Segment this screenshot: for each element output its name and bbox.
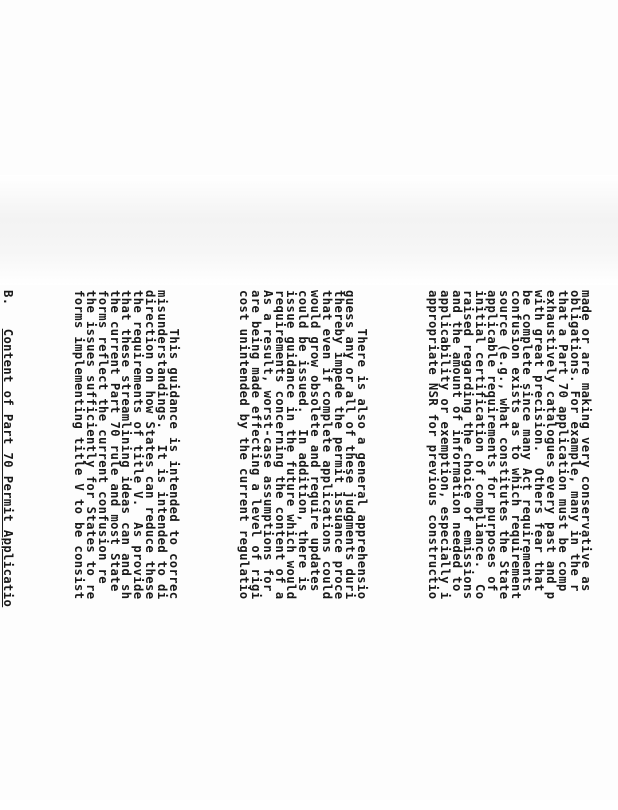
text-line: As a result, worst-case assumptions for <box>260 290 275 592</box>
text-line: source (e.g., what constitutes the State <box>496 290 511 600</box>
text-line: the issues sufficiently for States to re <box>83 290 98 600</box>
text-line: misunderstandings. It is intended to di <box>154 290 169 600</box>
text-line: exhaustively catalogues every past and p <box>544 290 559 600</box>
text-line: forms reflect the current confusion re <box>95 290 110 585</box>
text-line: would grow obsolete and require updates <box>308 290 323 592</box>
text-line: that these streamlining ideas can and sh <box>119 290 134 600</box>
text-line: and the amount of information needed to <box>449 290 464 592</box>
text-line: thereby impede the permit issuance proce <box>331 290 346 600</box>
text-line: raised regarding the choice of emissions <box>461 290 476 600</box>
paragraph-3 <box>72 290 181 810</box>
text-line: There is also a general apprehensio <box>355 290 370 600</box>
section-title: Content of Part 70 Permit Applicatio <box>1 328 16 608</box>
text-line: that even if complete applications could <box>319 290 334 600</box>
text-line: initial certification of compliance. Co <box>473 290 488 600</box>
text-line: that a Part 70 application must be comp <box>555 290 570 592</box>
text-line: guess any or all of these judgments duri <box>343 290 358 600</box>
text-line: appropriate NSR for previous constructio <box>426 290 441 600</box>
text-line: made or are making very conservative as <box>579 290 594 592</box>
text-line: confusion exists as to which requirement <box>508 290 523 600</box>
section-label: B. <box>1 290 16 306</box>
rotated-text-block <box>1 290 605 795</box>
text-line: be complete since many Act requirements <box>520 290 535 592</box>
text-line: are being made effecting a level of rigi <box>249 290 264 600</box>
text-line: forms implementing title V to be consist <box>72 290 87 600</box>
text-line: direction on how States can reduce these <box>142 290 157 600</box>
paragraph-1 <box>426 290 594 810</box>
text-line: the current Part 70 rule and most State <box>107 290 122 592</box>
text-line: applicability or exemption, especially i <box>437 290 452 600</box>
section-heading <box>2 290 14 810</box>
text-line: issue guidance in the future which would <box>284 290 299 600</box>
rotated-text-content <box>0 290 615 810</box>
text-line: requirements concerning the content of a <box>272 290 287 600</box>
text-line: This guidance is intended to correc <box>166 290 181 600</box>
paragraph-2 <box>238 290 368 810</box>
text-line: the requirements of title V. As provide <box>131 290 146 600</box>
text-line: applicable requirements for purposes of <box>485 290 500 592</box>
text-line: could be issued. In addition, there is <box>296 290 311 592</box>
scan-shadow-band <box>0 175 618 285</box>
text-line: obligations. For example, many in the r <box>567 290 582 592</box>
text-line: cost unintended by the current regulatio <box>237 290 252 600</box>
text-line: with great precision. Others fear that <box>532 290 547 592</box>
